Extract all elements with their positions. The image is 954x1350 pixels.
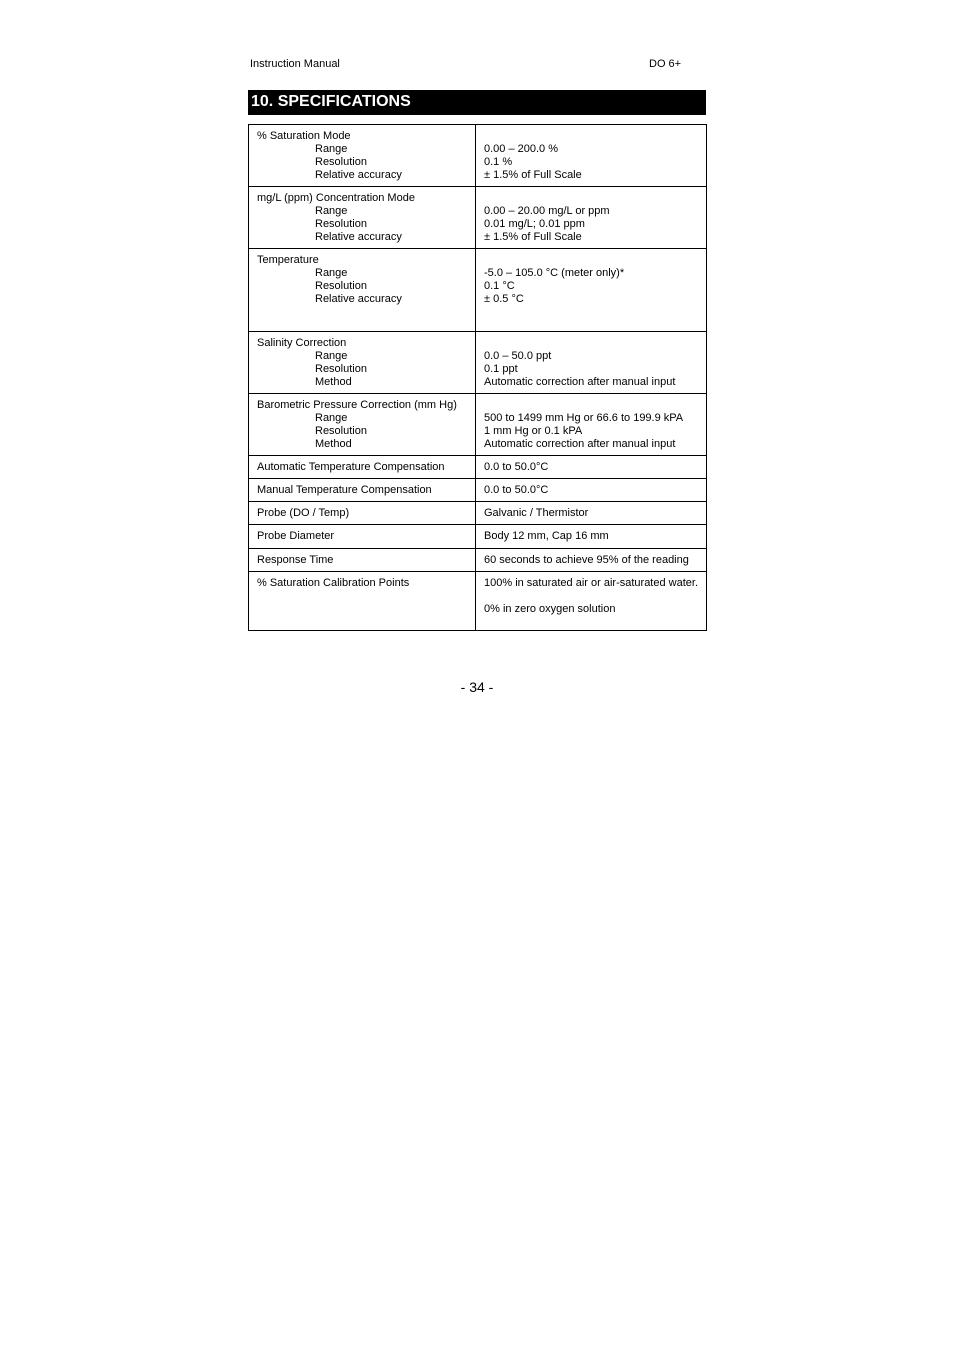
spec-sublabel-range: Range xyxy=(315,267,348,279)
table-row-barometric-pressure xyxy=(249,394,707,456)
spec-label: Probe (DO / Temp) xyxy=(249,502,476,525)
spec-value-cell xyxy=(476,332,707,394)
table-row-concentration-mode xyxy=(249,187,707,249)
spec-sublabel-resolution: Resolution xyxy=(315,280,367,292)
table-row-calibration-points xyxy=(249,572,707,631)
spec-value-method: Automatic correction after manual input xyxy=(484,376,676,388)
spec-label: Automatic Temperature Compensation xyxy=(249,456,476,479)
spec-sublabel-method: Method xyxy=(315,376,352,388)
spec-value: 60 seconds to achieve 95% of the reading xyxy=(476,549,707,572)
spec-sublabel-range: Range xyxy=(315,412,348,424)
spec-label: Probe Diameter xyxy=(249,525,476,549)
spec-value-cell xyxy=(476,249,707,332)
spec-sublabel-accuracy: Relative accuracy xyxy=(315,169,402,181)
table-row-probe-diameter xyxy=(249,525,707,549)
spec-sublabel-resolution: Resolution xyxy=(315,425,367,437)
spec-value-range: -5.0 – 105.0 °C (meter only)* xyxy=(484,267,625,279)
spec-value-cell xyxy=(476,394,707,456)
spec-value-resolution: 1 mm Hg or 0.1 kPA xyxy=(484,425,583,437)
section-title: 10. SPECIFICATIONS xyxy=(248,90,706,115)
spec-value-resolution: 0.1 ppt xyxy=(484,363,518,375)
spec-sublabel-range: Range xyxy=(315,205,348,217)
spec-label: mg/L (ppm) Concentration Mode xyxy=(257,192,415,204)
spec-label-cell xyxy=(249,332,476,394)
spec-sublabel-resolution: Resolution xyxy=(315,218,367,230)
spec-value: 0.0 to 50.0°C xyxy=(476,456,707,479)
spec-sublabel-resolution: Resolution xyxy=(315,156,367,168)
table-row-response-time xyxy=(249,549,707,572)
spec-value-range: 0.0 – 50.0 ppt xyxy=(484,350,552,362)
spec-sublabel-range: Range xyxy=(315,350,348,362)
table-row-probe-type xyxy=(249,502,707,525)
spec-value-cell xyxy=(476,572,707,631)
header-model-name: DO 6+ xyxy=(649,58,682,70)
spec-label: Manual Temperature Compensation xyxy=(249,479,476,502)
spec-value-range: 0.00 – 200.0 % xyxy=(484,143,559,155)
header-manual-title: Instruction Manual xyxy=(250,58,340,70)
spec-sublabel-range: Range xyxy=(315,143,348,155)
spec-value: 0.0 to 50.0°C xyxy=(476,479,707,502)
spec-value-range: 0.00 – 20.00 mg/L or ppm xyxy=(484,205,610,217)
spec-label-cell xyxy=(249,125,476,187)
spec-value-accuracy: ± 1.5% of Full Scale xyxy=(484,231,582,243)
spec-value-resolution: 0.01 mg/L; 0.01 ppm xyxy=(484,218,585,230)
spec-value-calibration-100: 100% in saturated air or air-saturated water. xyxy=(484,577,699,589)
spec-value: Body 12 mm, Cap 16 mm xyxy=(476,525,707,549)
spec-label: Temperature xyxy=(257,254,319,266)
spec-value-accuracy: ± 1.5% of Full Scale xyxy=(484,169,582,181)
specifications-table xyxy=(248,124,707,631)
spec-label-cell xyxy=(249,394,476,456)
spec-sublabel-accuracy: Relative accuracy xyxy=(315,231,402,243)
table-row-manual-temp-compensation xyxy=(249,479,707,502)
spec-label-cell xyxy=(249,249,476,332)
spec-label: Response Time xyxy=(249,549,476,572)
spec-label: Salinity Correction xyxy=(257,337,347,349)
spec-value-calibration-0: 0% in zero oxygen solution xyxy=(484,603,616,615)
spec-value: Galvanic / Thermistor xyxy=(476,502,707,525)
table-row-temperature xyxy=(249,249,707,332)
spec-label: % Saturation Mode xyxy=(257,130,351,142)
spec-value-resolution: 0.1 °C xyxy=(484,280,515,292)
page-number: - 34 - xyxy=(460,679,494,695)
spec-sublabel-method: Method xyxy=(315,438,352,450)
spec-value-cell xyxy=(476,125,707,187)
table-row-saturation-mode xyxy=(249,125,707,187)
table-row-automatic-temp-compensation xyxy=(249,456,707,479)
table-row-salinity-correction xyxy=(249,332,707,394)
spec-value-accuracy: ± 0.5 °C xyxy=(484,293,524,305)
spec-sublabel-accuracy: Relative accuracy xyxy=(315,293,402,305)
spec-label-cell xyxy=(249,187,476,249)
spec-value-method: Automatic correction after manual input xyxy=(484,438,676,450)
spec-label: % Saturation Calibration Points xyxy=(249,572,476,631)
spec-value-range: 500 to 1499 mm Hg or 66.6 to 199.9 kPA xyxy=(484,412,684,424)
spec-sublabel-resolution: Resolution xyxy=(315,363,367,375)
spec-value-cell xyxy=(476,187,707,249)
spec-value-resolution: 0.1 % xyxy=(484,156,513,168)
spec-label: Barometric Pressure Correction (mm Hg) xyxy=(257,399,457,411)
